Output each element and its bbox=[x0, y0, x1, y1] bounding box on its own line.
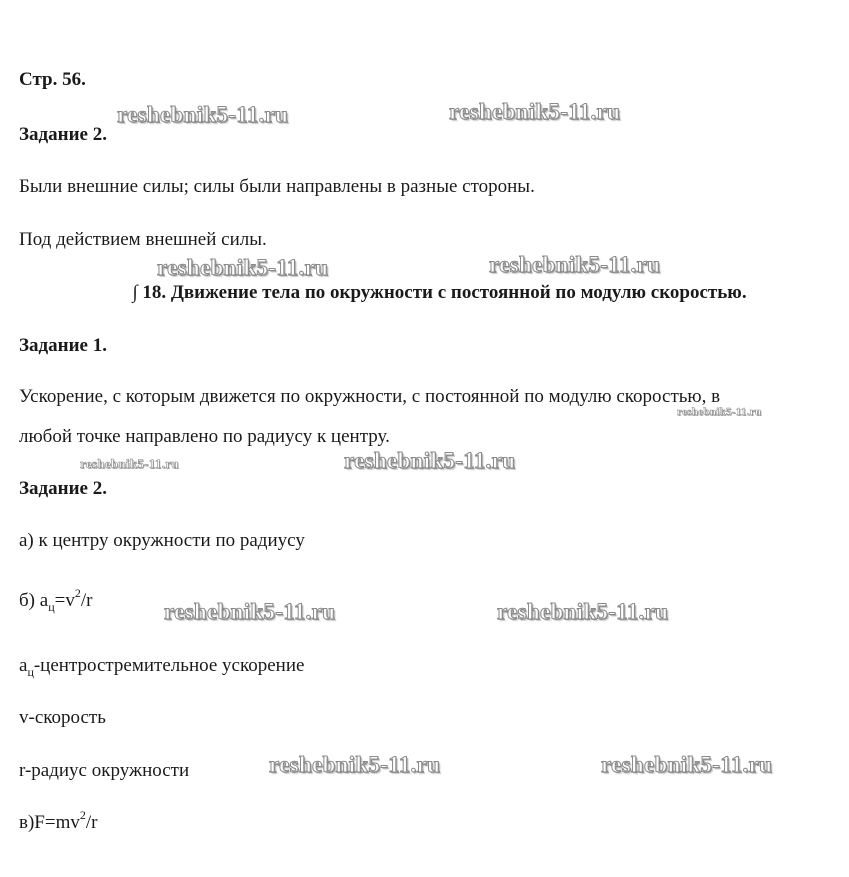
answer-text: любой точке направлено по радиусу к центру. bbox=[19, 426, 390, 447]
watermark: reshebnik5-11.ru bbox=[80, 456, 179, 471]
answer-text: Ускорение, с которым движется по окружности, с постоянной по модулю скоростью, в bbox=[19, 386, 721, 407]
watermark: reshebnik5-11.ru bbox=[117, 102, 289, 127]
watermark: reshebnik5-11.ru bbox=[489, 252, 661, 277]
watermark: reshebnik5-11.ru bbox=[164, 599, 336, 624]
watermark: reshebnik5-11.ru bbox=[497, 599, 669, 624]
answer-item-b bbox=[19, 585, 93, 614]
formula-superscript: 2 bbox=[79, 807, 86, 822]
formula-superscript: 2 bbox=[74, 585, 81, 600]
task-heading: Задание 2. bbox=[19, 478, 107, 499]
watermark: reshebnik5-11.ru bbox=[449, 99, 621, 124]
definition-velocity: v-скорость bbox=[19, 707, 106, 728]
watermark: reshebnik5-11.ru bbox=[344, 448, 516, 473]
definition-acceleration bbox=[19, 655, 304, 677]
definition-radius: r-радиус окружности bbox=[19, 760, 190, 781]
formula-text: =v bbox=[54, 590, 75, 611]
formula-subscript: ц bbox=[48, 599, 55, 614]
formula-text: в)F=mv bbox=[19, 812, 80, 833]
task-heading: Задание 2. bbox=[19, 124, 107, 145]
formula-text: б) a bbox=[19, 590, 49, 611]
task-heading: Задание 1. bbox=[19, 335, 107, 356]
answer-text: Под действием внешней силы. bbox=[19, 229, 267, 250]
formula-subscript: ц bbox=[27, 664, 34, 679]
watermark: reshebnik5-11.ru bbox=[601, 752, 773, 777]
formula-text: /r bbox=[85, 812, 98, 833]
watermark: reshebnik5-11.ru bbox=[677, 406, 762, 418]
answer-item-a: а) к центру окружности по радиусу bbox=[19, 530, 305, 551]
formula-text: /r bbox=[80, 590, 93, 611]
section-title: ∫ 18. Движение тела по окружности с постоянной по модулю скоростью. bbox=[132, 282, 747, 303]
answer-item-c bbox=[19, 807, 98, 834]
watermark: reshebnik5-11.ru bbox=[157, 255, 329, 280]
definition-text: -центростремительное ускорение bbox=[33, 655, 305, 676]
watermark: reshebnik5-11.ru bbox=[269, 752, 441, 777]
page-label: Стр. 56. bbox=[19, 69, 86, 90]
formula-text: a bbox=[19, 655, 28, 676]
answer-text: Были внешние силы; силы были направлены в разные стороны. bbox=[19, 176, 535, 197]
